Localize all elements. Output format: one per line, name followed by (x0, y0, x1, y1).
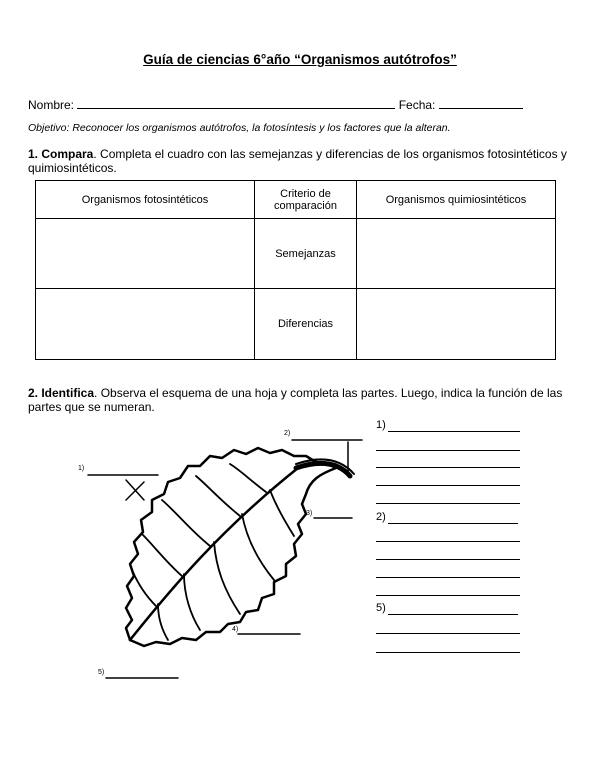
answer-label-1: 1) (376, 419, 386, 431)
section2-number: 2. Identifica (28, 386, 95, 400)
leaf-outline (126, 448, 336, 646)
cell-chemosynthetic-similarities[interactable] (357, 219, 556, 289)
row-label-similarities: Semejanzas (255, 219, 357, 289)
cell-photosynthetic-differences[interactable] (36, 289, 255, 360)
row-label-differences: Diferencias (255, 289, 357, 360)
answer-line[interactable] (388, 523, 518, 524)
answer-line[interactable] (376, 467, 520, 468)
leaf-vein (242, 514, 274, 580)
page-title: Guía de ciencias 6°año “Organismos autótrofos” (143, 52, 457, 67)
leaf-vein (132, 570, 156, 606)
cell-photosynthetic-similarities[interactable] (36, 219, 255, 289)
diagram-label-4: 4) (232, 626, 239, 633)
answer-line[interactable] (376, 577, 520, 578)
comparison-table (35, 180, 556, 360)
name-label: Nombre: (28, 98, 75, 112)
leaf-vein (184, 574, 200, 630)
answer-line[interactable] (376, 595, 520, 596)
cell-chemosynthetic-differences[interactable] (357, 289, 556, 360)
leaf-diagram (70, 420, 370, 690)
section1-text: . Completa el cuadro con las semejanzas y diferencias de los organismos fotosintéticos y quimiosintéticos. (28, 147, 567, 175)
section1-number: 1. Compara (28, 147, 94, 161)
leaf-vein (214, 542, 240, 614)
objective-text: Objetivo: Reconocer los organismos autótrofos, la fotosíntesis y los factores que la alteran. (28, 122, 451, 134)
name-field[interactable] (77, 96, 395, 109)
leaf-vein (158, 604, 168, 640)
col-header-criteria: Criterio de comparación (255, 181, 357, 219)
diagram-label-3: 3) (306, 510, 313, 517)
col-header-chemosynthetic: Organismos quimiosintéticos (357, 181, 556, 219)
section2-instructions (28, 386, 578, 414)
section1-instructions (28, 147, 578, 175)
answer-line[interactable] (376, 559, 520, 560)
diagram-label-5: 5) (98, 669, 105, 676)
answer-line[interactable] (376, 503, 520, 504)
leaf-vein (270, 490, 294, 536)
answer-line[interactable] (388, 431, 520, 432)
leaf-vein (196, 476, 240, 516)
answer-line[interactable] (376, 485, 520, 486)
answer-label-2: 2) (376, 511, 386, 523)
date-label: Fecha: (398, 98, 436, 112)
diagram-label-1: 1) (78, 465, 85, 472)
name-row (28, 96, 523, 112)
col-header-photosynthetic: Organismos fotosintéticos (36, 181, 255, 219)
diagram-label-2: 2) (284, 430, 291, 437)
answer-line[interactable] (376, 652, 520, 653)
leaf-vein (142, 534, 182, 576)
answer-label-5: 5) (376, 602, 386, 614)
date-field[interactable] (439, 96, 523, 109)
answer-line[interactable] (376, 450, 520, 451)
leaf-vein (162, 500, 210, 546)
section2-text: . Observa el esquema de una hoja y completa las partes. Luego, indica la función de las partes que se numeran. (28, 386, 563, 414)
leaf-vein (230, 464, 266, 492)
answer-line[interactable] (388, 614, 518, 615)
answer-line[interactable] (376, 633, 520, 634)
answer-line[interactable] (376, 541, 520, 542)
